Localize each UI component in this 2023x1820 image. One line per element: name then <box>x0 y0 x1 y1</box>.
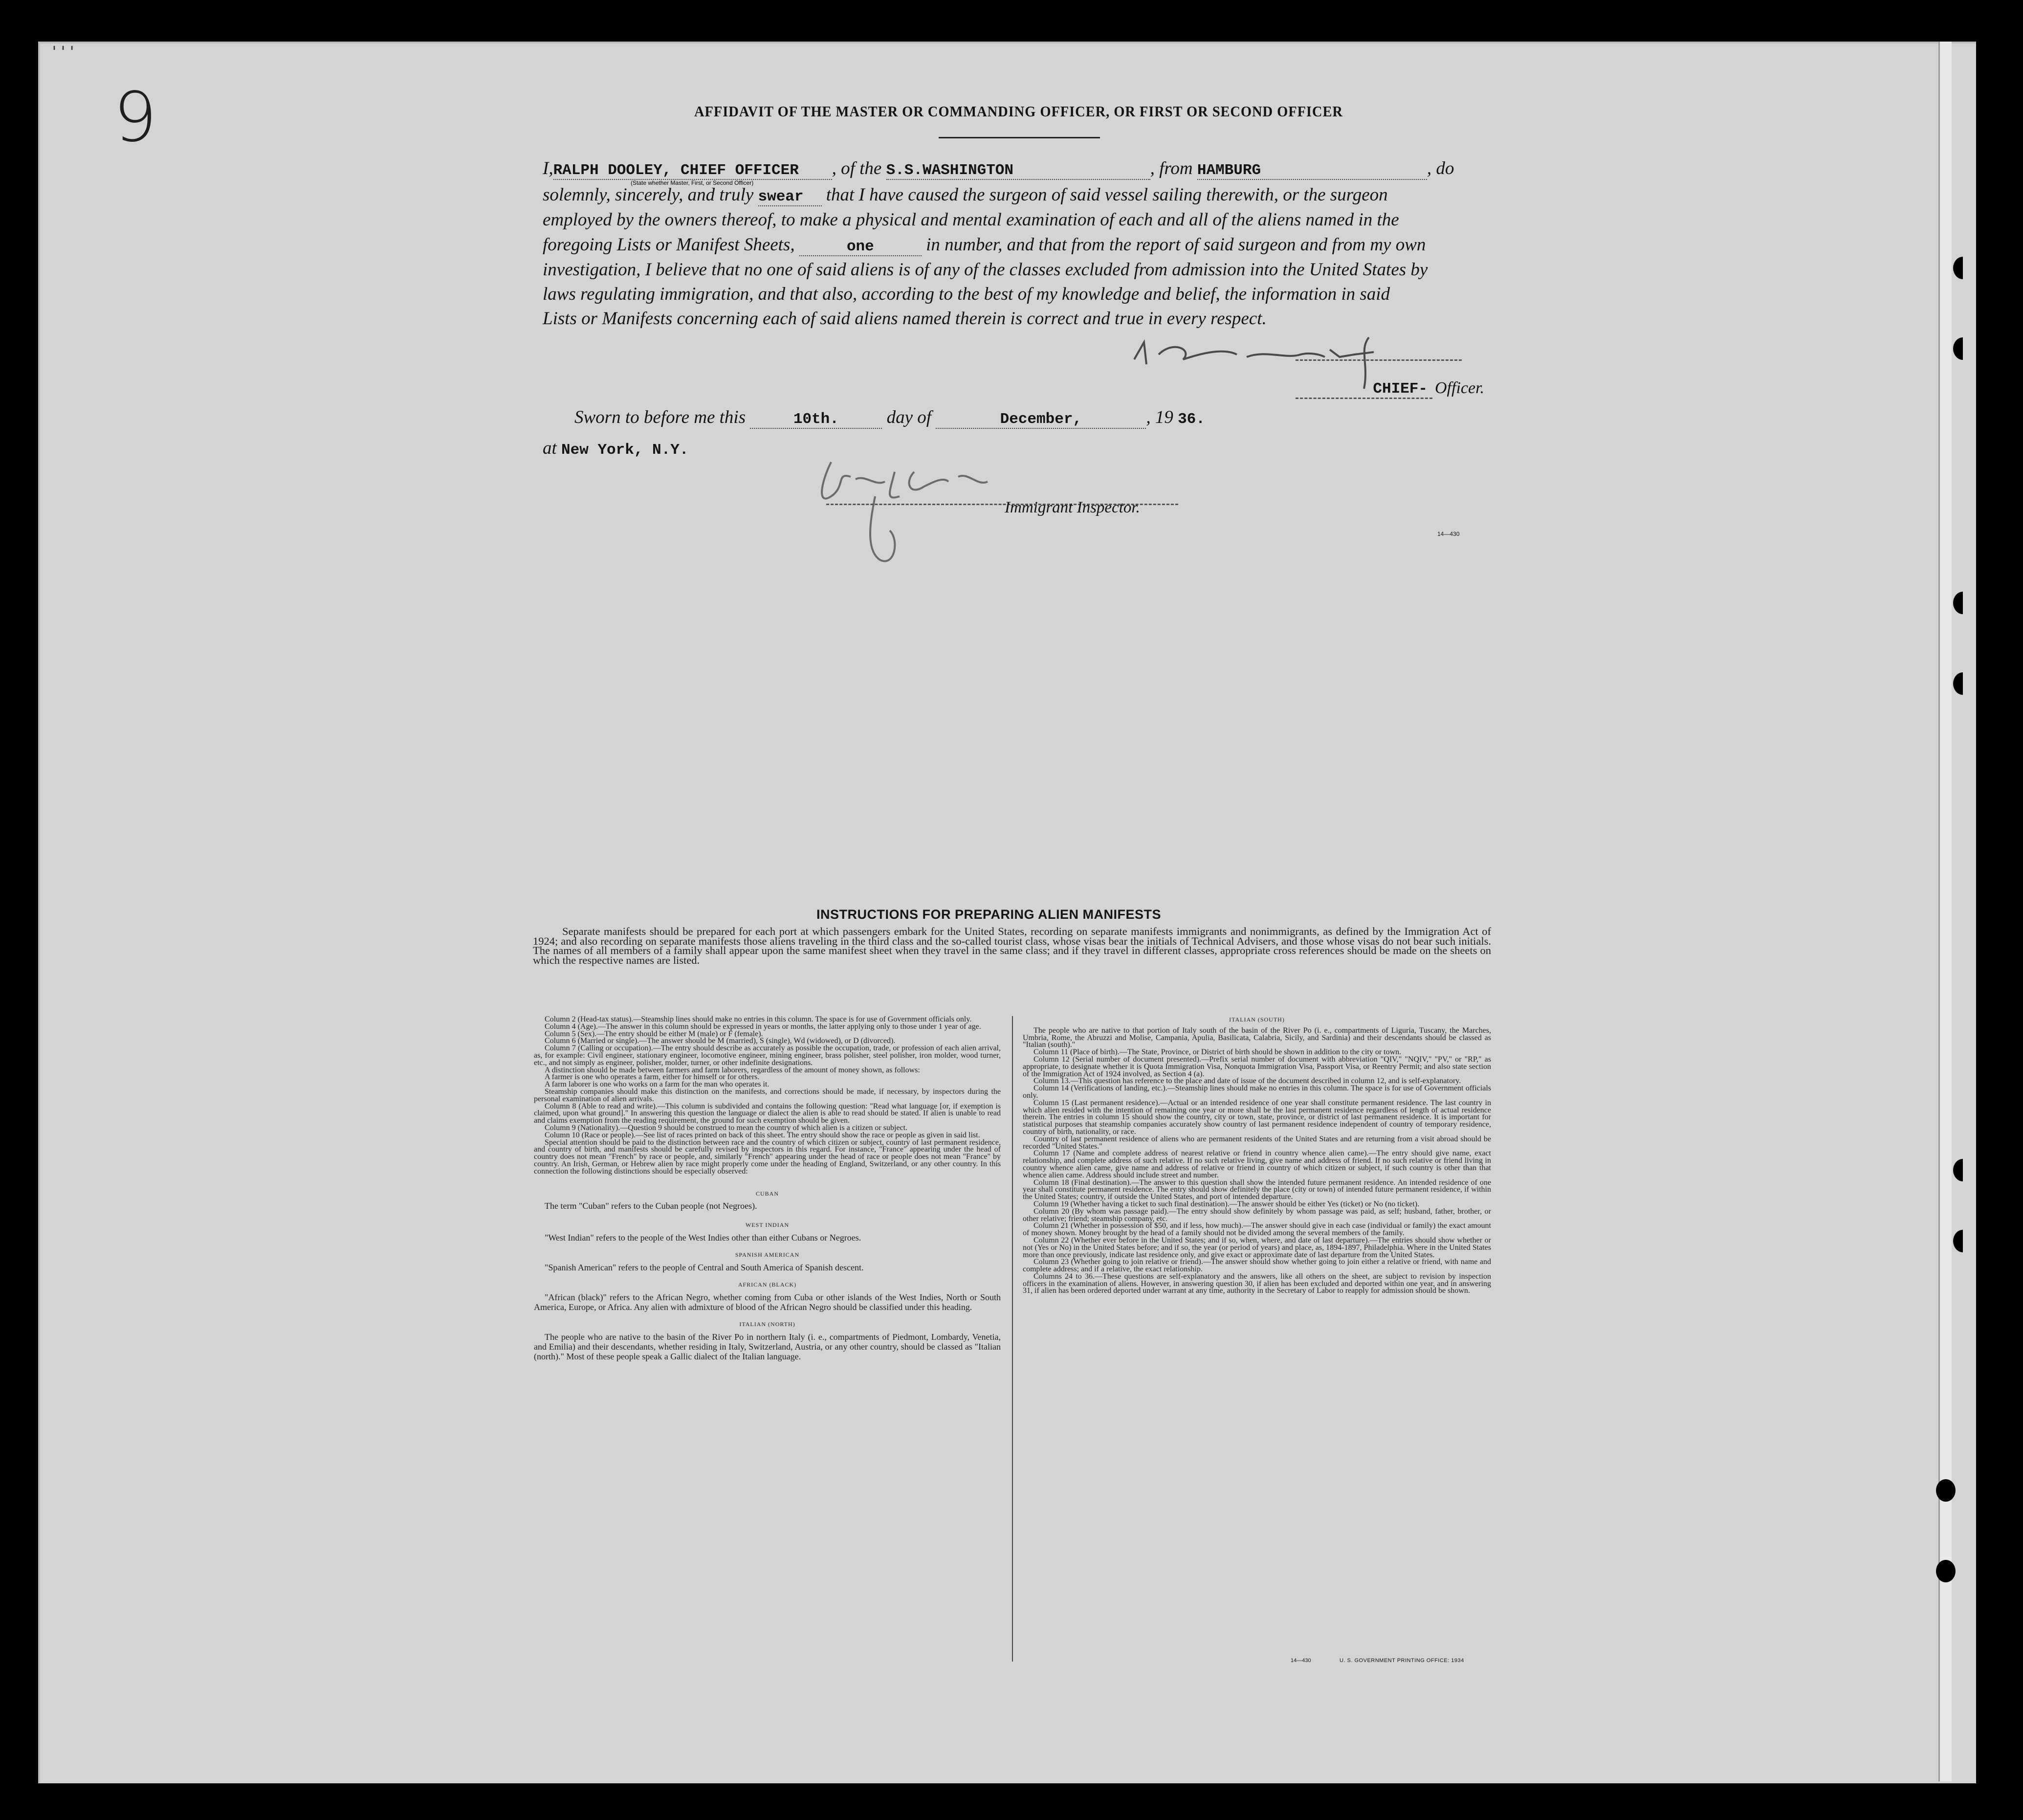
section-heading: SPANISH AMERICAN <box>735 1251 800 1259</box>
officer-name-field: RALPH DOOLEY, CHIEF OFFICER <box>553 162 832 180</box>
affidavit-line-7: Lists or Manifests concerning each of said aliens named therein is correct and true in every respect. <box>543 309 1267 329</box>
manifest-count-field: one <box>799 238 922 256</box>
affidavit-text: Sworn to before me this <box>574 407 746 427</box>
affidavit-text: solemnly, sincerely, and truly <box>543 185 754 205</box>
instruction-paragraph: "West Indian" refers to the people of the West Indies other than either Cubans or Negroes. <box>545 1233 861 1243</box>
instruction-paragraph: Column 12 (Serial number of document presented).—Prefix serial number of document with abbreviation "QIV," "NQIV," "PV," or "RP," as appropriate, to designate whether it is Quota Immigration Visa, Nonquota Immigration Visa, Passport Visa, or Reentry Permit; and also state section of the Immigration Act of 1924 involved, as Section 4 (a). <box>1023 1055 1491 1078</box>
affidavit-text: , 19 <box>1146 407 1173 427</box>
place-line <box>543 438 815 459</box>
instructions-right-column <box>1023 1016 1491 1295</box>
page-number: 9 <box>113 78 157 157</box>
oath-field: swear <box>758 188 822 206</box>
instruction-paragraph: Column 2 (Head-tax status).—Steamship lines should make no entries in this column. The space is for use of Government officials only. <box>545 1015 972 1023</box>
affidavit-line-6: laws regulating immigration, and that also, according to the best of my knowledge and belief, the information in said <box>543 284 1390 304</box>
affidavit-title: AFFIDAVIT OF THE MASTER OR COMMANDING OFFICER, OR FIRST OR SECOND OFFICER <box>694 103 1343 120</box>
instructions-left-column <box>534 1016 1001 1361</box>
instruction-paragraph: Column 9 (Nationality).—Question 9 should be construed to mean the country of which alien is a citizen or subject. <box>545 1123 908 1132</box>
officer-label: Officer. <box>1435 379 1485 397</box>
footer-printer: U. S. GOVERNMENT PRINTING OFFICE: 1934 <box>1340 1658 1464 1664</box>
officer-rank-value: CHIEF- <box>1373 380 1428 398</box>
punch-hole <box>1936 1479 1956 1502</box>
instruction-paragraph: "African (black)" refers to the African Negro, whether coming from Cuba or other islands of the West Indies, North or South America, Europe, or Africa. Any alien with admixture of blood of the African Negro should be classified under this heading. <box>534 1292 1001 1312</box>
instructions-intro: Separate manifests should be prepared for each port at which passengers embark for the United States, recording on separate manifests immigrants and nonimmigrants, as defined by the Immigration Act of 1924; and also recording on separate manifests those aliens traveling in the third class and the so-called tourist class, whose visas bear the initials of Technical Advisers, and those whose visas do not bear such initials. The names of all members of a family shall appear upon the same manifest sheet when they travel in the same class; and if they travel in different classes, appropriate cross references should be made on the sheets on which the respective names are listed. <box>533 925 1491 966</box>
inspector-label: Immigrant Inspector. <box>1005 499 1140 516</box>
affidavit-line-3: employed by the owners thereof, to make a physical and mental examination of each and all of the aliens named in the <box>543 210 1399 230</box>
day-field: 10th. <box>750 411 882 429</box>
instruction-paragraph: Column 23 (Whether going to join relative or friend).—The answer should show whether going to join either a relative or friend, with name and complete address; and if a relative, the exact relationship. <box>1023 1258 1491 1274</box>
officer-rank-note: (State whether Master, First, or Second Officer) <box>631 179 754 186</box>
section-heading: CUBAN <box>755 1190 779 1197</box>
year-field: 36. <box>1178 411 1205 428</box>
instruction-paragraph: Column 11 (Place of birth).—The State, Province, or District of birth should be shown in addition to the city or town. <box>1033 1048 1402 1057</box>
affidavit-line-2 <box>543 184 1388 206</box>
instruction-paragraph: Column 17 (Name and complete address of nearest relative or friend in country whence alien came).—The entry should give name, exact relationship, and complete address of such relative. If no such relative living, give name and address of friend. If no such relative or friend living in country whence alien came, give name and address of relative or friend in country of which citizen or subject, if such country is other than that whence alien came. Address should include street and number. <box>1023 1149 1491 1179</box>
section-heading: ITALIAN (NORTH) <box>739 1320 795 1328</box>
month-field: December, <box>936 411 1146 429</box>
instruction-paragraph: Column 13.—This question has reference to the place and date of issue of the document described in column 12, and is self-explanatory. <box>1033 1077 1461 1086</box>
instruction-paragraph: Column 6 (Married or single).—The answer should be M (married), S (single), Wd (widowed), or D (divorced). <box>545 1037 896 1045</box>
section-heading: ITALIAN (SOUTH) <box>1229 1016 1285 1023</box>
affidavit-text: I, <box>543 158 553 178</box>
instruction-paragraph: Column 15 (Last permanent residence).—Actual or an intended residence of one year shall constitute permanent residence. The last country in which alien resided with the intention of remaining one year or more shall be the last permanent residence regardless of length of actual residence therein. The entries in column 15 should show the country, city or town, state, province, or district of last permanent residence. It is important for statistical purposes that steamship companies accurately show country of last permanent residence independent of country of temporary residence, country of birth, nationality, or race. <box>1023 1098 1491 1136</box>
instruction-paragraph: Column 20 (By whom was passage paid).—The entry should show definitely by whom passage was paid, as self; husband, father, brother, or other relative; friend; steamship company, etc. <box>1023 1207 1491 1223</box>
port-field: HAMBURG <box>1197 162 1427 180</box>
instruction-paragraph: "Spanish American" refers to the people of Central and South America of Spanish descent. <box>545 1262 864 1272</box>
instruction-paragraph: Column 14 (Verifications of landing, etc.).—Steamship lines should make no entries in this column. The space is for use of Government officials only. <box>1023 1084 1491 1100</box>
instruction-paragraph: Steamship companies should make this distinction on the manifests, and corrections should be made, if necessary, by inspectors during the personal examination of alien arrivals. <box>534 1087 1001 1103</box>
column-divider <box>1012 1016 1013 1662</box>
instruction-paragraph: Column 18 (Final destination).—The answer to this question shall show the intended future permanent residence. An intended residence of one year shall constitute permanent residence. The entry should show definitely the place (city or town) of intended future permanent residence, if within the United States; country, if outside the United States, and port of intended departure. <box>1023 1178 1491 1201</box>
instruction-paragraph: Column 22 (Whether ever before in the United States; and if so, when, where, and date of last departure).—The entries should show whether or not (Yes or No) in the United States before; and if so, the year (or period of years) and place, as, 1894-1897, Philadelphia. Where in the United States more than once previously, indicate last residence only, and give exact or approximate date of last departure from the United States. <box>1023 1236 1491 1259</box>
sworn-line <box>574 407 1212 429</box>
instruction-paragraph: Column 10 (Race or people).—See list of races printed on back of this sheet. The entry should show the race or people as given in said list. <box>545 1131 980 1139</box>
instruction-paragraph: A farmer is one who operates a farm, either for himself or for others. <box>545 1073 760 1082</box>
instruction-paragraph: Column 8 (Able to read and write).—This column is subdivided and contains the following question: "Read what language [or, if exemption is claimed, upon what ground]." In answering this question the language or dialect the alien is able to read should be stated. If alien is unable to read and claims exemption from the reading requirement, the ground for such exemption should be given. <box>534 1102 1001 1125</box>
affidavit-text: in number, and that from the report of said surgeon and from my own <box>926 235 1426 255</box>
affidavit-text: at <box>543 438 557 458</box>
instruction-paragraph: The people who are native to that portion of Italy south of the basin of the River Po (i. e., compartments of Liguria, Tuscany, the Marches, Umbria, Rome, the Abruzzi and Molise, Campania, Apulia, Basilicata, Calabria, Sicily, and Sardinia) and their descendants should be classed as "Italian (south)." <box>1023 1026 1491 1049</box>
affidavit-line-4 <box>543 234 1426 256</box>
title-rule <box>939 137 1100 138</box>
affidavit-line-1 <box>543 158 1454 180</box>
page-fold-edge <box>1938 42 1952 1781</box>
affidavit-text: day of <box>886 407 932 427</box>
affidavit-text: , do <box>1427 158 1454 178</box>
instructions-title: INSTRUCTIONS FOR PREPARING ALIEN MANIFESTS <box>816 907 1162 922</box>
affidavit-text: , from <box>1150 158 1193 178</box>
instruction-paragraph: Column 21 (Whether in possession of $50, and if less, how much).—The answer should give in each case (individual or family) the exact amount of money shown. Money brought by the head of a family should not be divided among the several members of the family. <box>1023 1221 1491 1238</box>
instruction-paragraph: The term "Cuban" refers to the Cuban people (not Negroes). <box>545 1201 757 1211</box>
footer-form-number: 14—430 <box>1291 1658 1311 1664</box>
section-heading: AFRICAN (BLACK) <box>738 1281 797 1288</box>
instruction-paragraph: A farm laborer is one who works on a farm for the man who operates it. <box>545 1080 770 1089</box>
officer-rank-field <box>1296 379 1432 399</box>
instruction-paragraph: Country of last permanent residence of aliens who are permanent residents of the United States and are returning from a visit abroad should be recorded "United States." <box>1023 1134 1491 1151</box>
vessel-field: S.S.WASHINGTON <box>886 162 1150 180</box>
instruction-paragraph: A distinction should be made between farmers and farm laborers, regardless of the amount of money shown, as follows: <box>545 1065 920 1074</box>
instruction-paragraph: Column 19 (Whether having a ticket to such final destination).—The answer should be either Yes (ticket) or No (no ticket). <box>1033 1199 1420 1208</box>
instruction-paragraph: Special attention should be paid to the distinction between race and the country of which citizen or subject, country of last permanent residence, and country of birth, and manifests should be carefully revised by inspectors in this regard. For instance, "France" appearing under the head of country does not mean "French" by race or people, and, similarly "French" appearing under the head of race or people does not mean "France" by country. An Irish, German, or Hebrew alien by race might properly come under the heading of England, Switzerland, or any other country. In this connection the following distinctions should be especially observed: <box>534 1138 1001 1176</box>
instruction-paragraph: Column 5 (Sex).—The entry should be either M (male) or F (female). <box>545 1029 763 1038</box>
affidavit-line-5: investigation, I believe that no one of said aliens is of any of the classes excluded from admission into the United States by <box>543 260 1428 280</box>
form-number: 14—430 <box>1437 531 1460 537</box>
place-field: New York, N.Y. <box>561 442 689 459</box>
punch-hole <box>1936 1560 1956 1582</box>
instruction-paragraph: Columns 24 to 36.—These questions are self-explanatory and the answers, like all others on the sheet, are subject to revision by inspection officers in the examination of aliens. However, in answering question 30, if alien has been excluded and deported within one year, and in answering 31, if alien has been ordered deported under warrant at any time, authority in the Secretary of Labor to reapply for admission should be shown. <box>1023 1272 1491 1295</box>
affidavit-text: foregoing Lists or Manifest Sheets, <box>543 235 795 255</box>
corner-mark: ''' <box>50 44 77 61</box>
instruction-paragraph: Column 4 (Age).—The answer in this column should be expressed in years or months, the latter applying only to those under 1 year of age. <box>545 1022 981 1031</box>
affidavit-text: , of the <box>832 158 882 178</box>
section-heading: WEST INDIAN <box>745 1221 790 1229</box>
instruction-paragraph: The people who are native to the basin of the River Po in northern Italy (i. e., compartments of Piedmont, Lombardy, Venetia, and Emilia) and their descendants, whether residing in Italy, Switzerland, Austria, or any other country, should be classed as "Italian (north)." Most of these people speak a Gallic dialect of the Italian language. <box>534 1332 1001 1361</box>
affidavit-text: that I have caused the surgeon of said vessel sailing therewith, or the surgeon <box>826 185 1388 205</box>
officer-signature-line <box>1296 359 1462 361</box>
instruction-paragraph: Column 7 (Calling or occupation).—The entry should describe as accurately as possible the occupation, trade, or profession of each alien arrival, as, for example: Civil engineer, stationary engineer, locomotive engineer, mining engineer, brass polisher, steel polisher, iron molder, wood turner, etc., and not simply as engineer, polisher, molder, turner, or other indefinite designations. <box>534 1044 1001 1067</box>
